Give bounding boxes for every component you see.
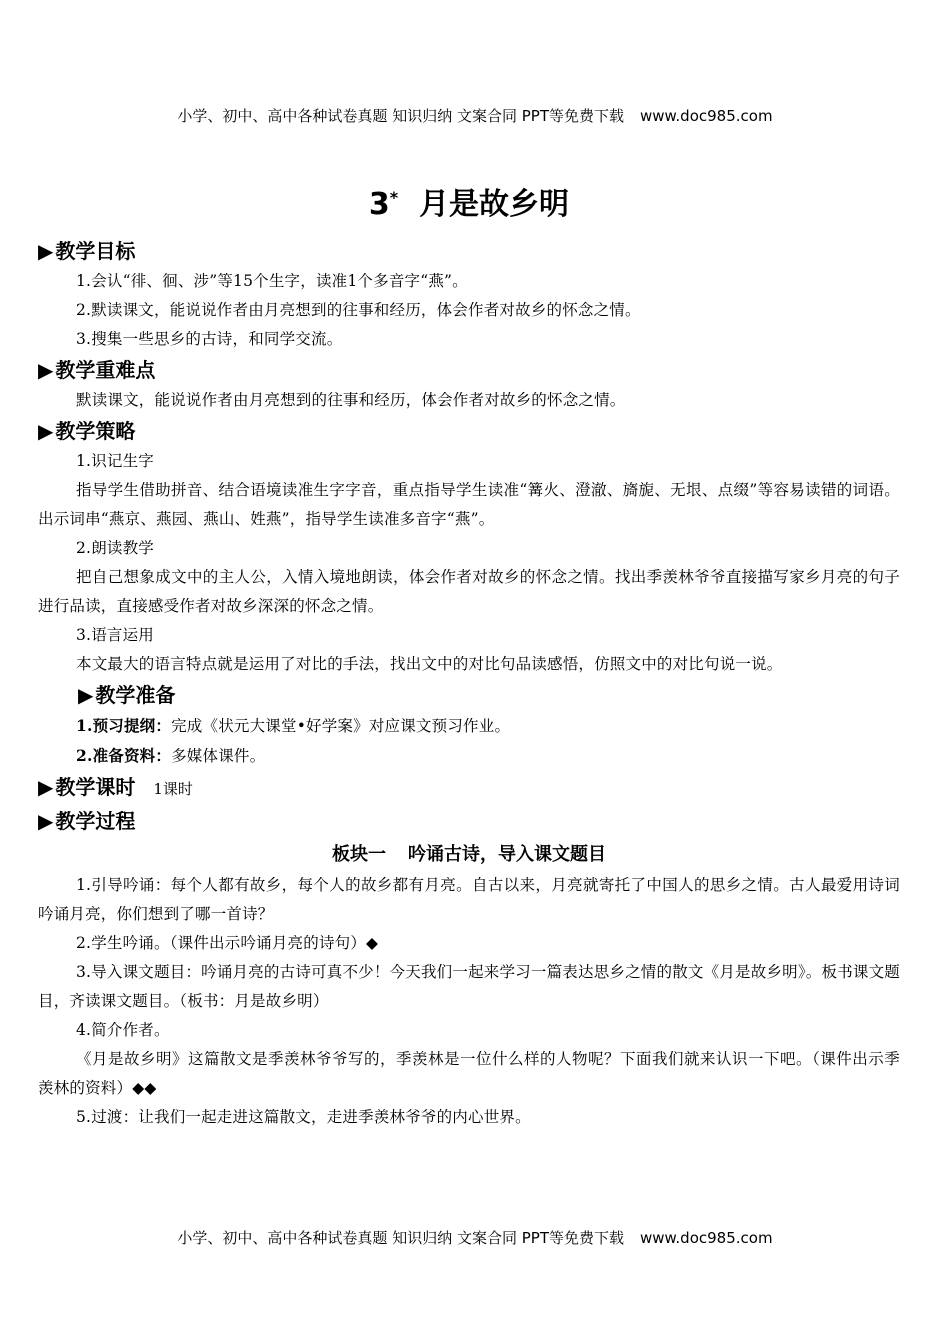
section-process-heading: ▶ 教学过程 [38,809,136,833]
footer-text: 小学、初中、高中各种试卷真题 知识归纳 文案合同 PPT等免费下载 [177,1229,624,1247]
triangle-icon: ▶ [38,239,54,263]
process-paragraph: 1.引导吟诵：每个人都有故乡，每个人的故乡都有月亮。自古以来，月亮就寄托了中国人的思乡之情。古人最爱用诗词吟诵月亮，你们想到了哪一首诗？ [38,876,900,923]
goal-item: 1.会认“徘、徊、涉”等15个生字，读准1个多音字“燕”。 [76,272,468,290]
prep-label: 1.预习提纲： [76,716,172,735]
header-site-link[interactable]: www.doc985.com [639,107,773,125]
prep-label: 2.准备资料： [76,746,172,765]
triangle-icon: ▶ [78,683,94,707]
process-paragraph: 《月是故乡明》这篇散文是季羡林爷爷写的，季羡林是一位什么样的人物呢？下面我们就来认识一下吧。（课件出示季羡林的资料）◆◆ [38,1050,900,1097]
section-key-heading: ▶ 教学重难点 [38,358,156,382]
header-text: 小学、初中、高中各种试卷真题 知识归纳 文案合同 PPT等免费下载 [177,107,624,125]
goal-item: 3.搜集一些思乡的古诗，和同学交流。 [76,330,343,348]
section-prep-heading: ▶ 教学准备 [78,683,176,707]
page-title: 3* 月是故乡明 [368,187,570,222]
title-star-mark: * [389,188,399,207]
section-strategy-heading: ▶ 教学策略 [38,419,136,443]
triangle-icon: ▶ [38,775,54,799]
process-paragraph: 5.过渡：让我们一起走进这篇散文，走进季羡林爷爷的内心世界。 [76,1108,531,1126]
footer-site-link[interactable]: www.doc985.com [639,1229,773,1247]
block-title: 板块一 吟诵古诗，导入课文题目 [332,844,606,865]
triangle-icon: ▶ [38,358,54,382]
strategy-text: 把自己想象成文中的主人公，入情入境地朗读，体会作者对故乡的怀念之情。找出季羡林爷爷直接描写家乡月亮的句子进行品读，直接感受作者对故乡深深的怀念之情。 [38,568,900,615]
strategy-label: 1.识记生字 [76,452,154,470]
key-text: 默读课文，能说说作者由月亮想到的往事和经历，体会作者对故乡的怀念之情。 [76,391,626,409]
prep-item [38,711,900,741]
hours-value: 1课时 [153,780,193,798]
strategy-label: 3.语言运用 [76,626,154,644]
process-paragraph: 3.导入课文题目：吟诵月亮的古诗可真不少！今天我们一起来学习一篇表达思乡之情的散文《月是故乡明》。板书课文题目，齐读课文题目。（板书：月是故乡明） [38,963,900,1010]
goal-item: 2.默读课文，能说说作者由月亮想到的往事和经历，体会作者对故乡的怀念之情。 [76,301,641,319]
prep-text: 完成《状元大课堂•好学案》对应课文预习作业。 [171,717,511,735]
process-paragraph: 4.简介作者。 [76,1021,170,1039]
triangle-icon: ▶ [38,809,54,833]
prep-text: 多媒体课件。 [171,747,266,765]
title-text: 月是故乡明 [419,187,570,222]
process-paragraph: 2.学生吟诵。（课件出示吟诵月亮的诗句）◆ [76,934,379,952]
strategy-text: 指导学生借助拼音、结合语境读准生字字音，重点指导学生读准“篝火、澄澈、旖旎、无垠、点缀”等容易读错的词语。出示词串“燕京、燕园、燕山、姓燕”，指导学生读准多音字“燕”。 [38,481,900,528]
prep-item [38,741,900,771]
strategy-label: 2.朗读教学 [76,539,154,557]
section-hours-heading: ▶ 教学课时 1课时 [38,775,193,799]
document-body [38,176,900,1132]
page-header [0,106,950,126]
strategy-text: 本文最大的语言特点就是运用了对比的手法，找出文中的对比句品读感悟，仿照文中的对比句说一说。 [76,655,783,673]
page-footer [0,1228,950,1248]
triangle-icon: ▶ [38,419,54,443]
section-goals-heading: ▶ 教学目标 [38,239,136,263]
